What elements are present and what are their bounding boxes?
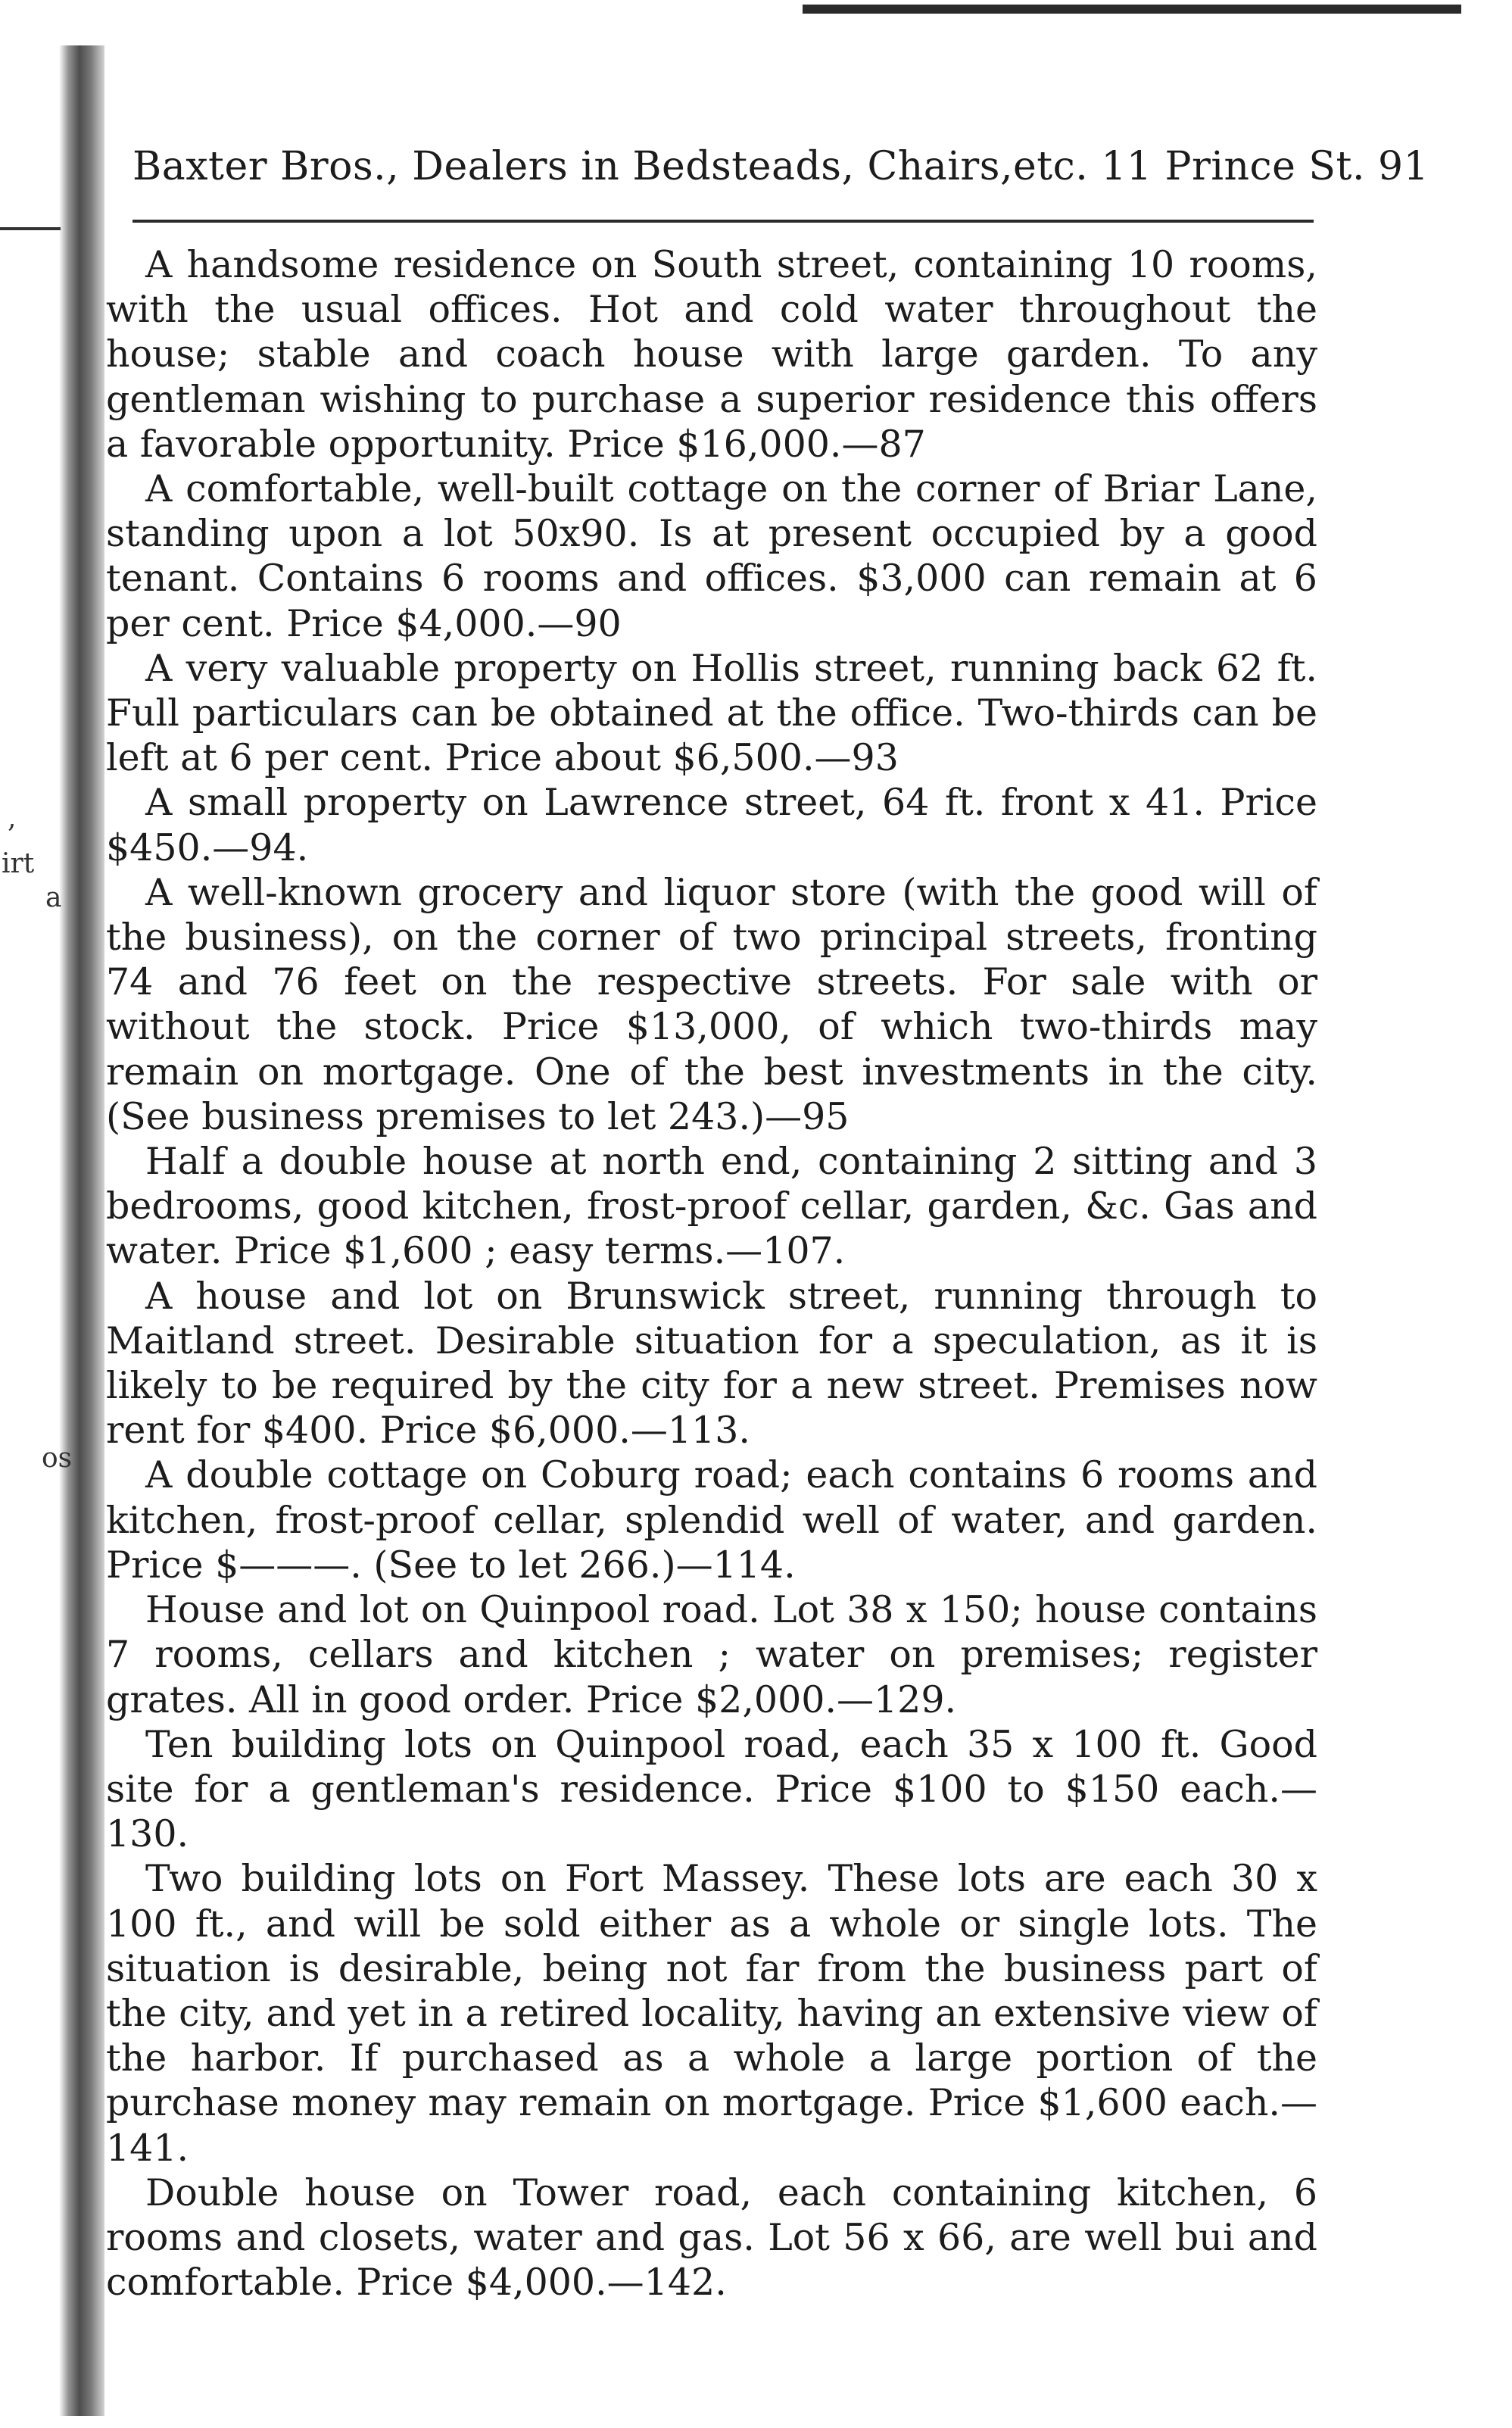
property-listing: A very valuable property on Hollis street, running back 62 ft. Full particulars can be obtained at the office. Two-thirds can be left at 6 per cent. Price about $6,500.—93: [106, 646, 1317, 780]
listings-column: [106, 242, 1317, 2305]
header-rule: [132, 220, 1314, 223]
margin-fragment: irt: [2, 848, 35, 879]
margin-fragment: os: [42, 1443, 73, 1474]
left-margin: [0, 0, 98, 2428]
property-listing: A double cottage on Coburg road; each contains 6 rooms and kitchen, frost-proof cellar, splendid well of water, and garden. Price $———. (See to let 266.)—114.: [106, 1453, 1317, 1587]
page-header: Baxter Bros., Dealers in Bedsteads, Chairs,etc. 11 Prince St. 91: [132, 144, 1429, 189]
property-listing: A well-known grocery and liquor store (with the good will of the business), on the corner of two principal streets, fronting 74 and 76 feet on the respective streets. For sale with or without the stock. Price $13,000, of which two-thirds may remain on mortgage. One of the best investments in the city. (See business premises to let 243.)—95: [106, 870, 1317, 1138]
top-border-rule: [803, 5, 1461, 14]
property-listing: A comfortable, well-built cottage on the corner of Briar Lane, standing upon a lot 50x90. Is at present occupied by a good tenant. Contains 6 rooms and offices. $3,000 can remain at 6 per cent. Price $4,000.—90: [106, 467, 1317, 645]
property-listing: Double house on Tower road, each containing kitchen, 6 rooms and closets, water and gas. Lot 56 x 66, are well bui and comfortable. Price $4,000.—142.: [106, 2171, 1317, 2305]
margin-fragment: ,: [8, 803, 17, 834]
left-margin-dash: [0, 227, 61, 230]
margin-fragment: a: [45, 882, 62, 913]
property-listing: House and lot on Quinpool road. Lot 38 x 150; house contains 7 rooms, cellars and kitchen ; water on premises; register grates. All in good order. Price $2,000.—129.: [106, 1588, 1317, 1721]
property-listing: A small property on Lawrence street, 64 ft. front x 41. Price $450.—94.: [106, 781, 1317, 869]
property-listing: A handsome residence on South street, containing 10 rooms, with the usual offices. Hot and cold water throughout the house; stable and coach house with large garden. To any gentleman wishing to purchase a superior residence this offers a favorable opportunity. Price $16,000.—87: [106, 243, 1317, 466]
property-listing: Two building lots on Fort Massey. These lots are each 30 x 100 ft., and will be sold either as a whole or single lots. The situation is desirable, being not far from the business part of the city, and yet in a retired locality, having an extensive view of the harbor. If purchased as a whole a large portion of the purchase money may remain on mortgage. Price $1,600 each.—141.: [106, 1857, 1317, 2170]
property-listing: Half a double house at north end, containing 2 sitting and 3 bedrooms, good kitchen, frost-proof cellar, garden, &c. Gas and water. Price $1,600 ; easy terms.—107.: [106, 1140, 1317, 1273]
property-listing: Ten building lots on Quinpool road, each 35 x 100 ft. Good site for a gentleman's residence. Price $100 to $150 each.—130.: [106, 1722, 1317, 1856]
property-listing: A house and lot on Brunswick street, running through to Maitland street. Desirable situation for a speculation, as it is likely to be required by the city for a new street. Premises now rent for $400. Price $6,000.—113.: [106, 1274, 1317, 1453]
